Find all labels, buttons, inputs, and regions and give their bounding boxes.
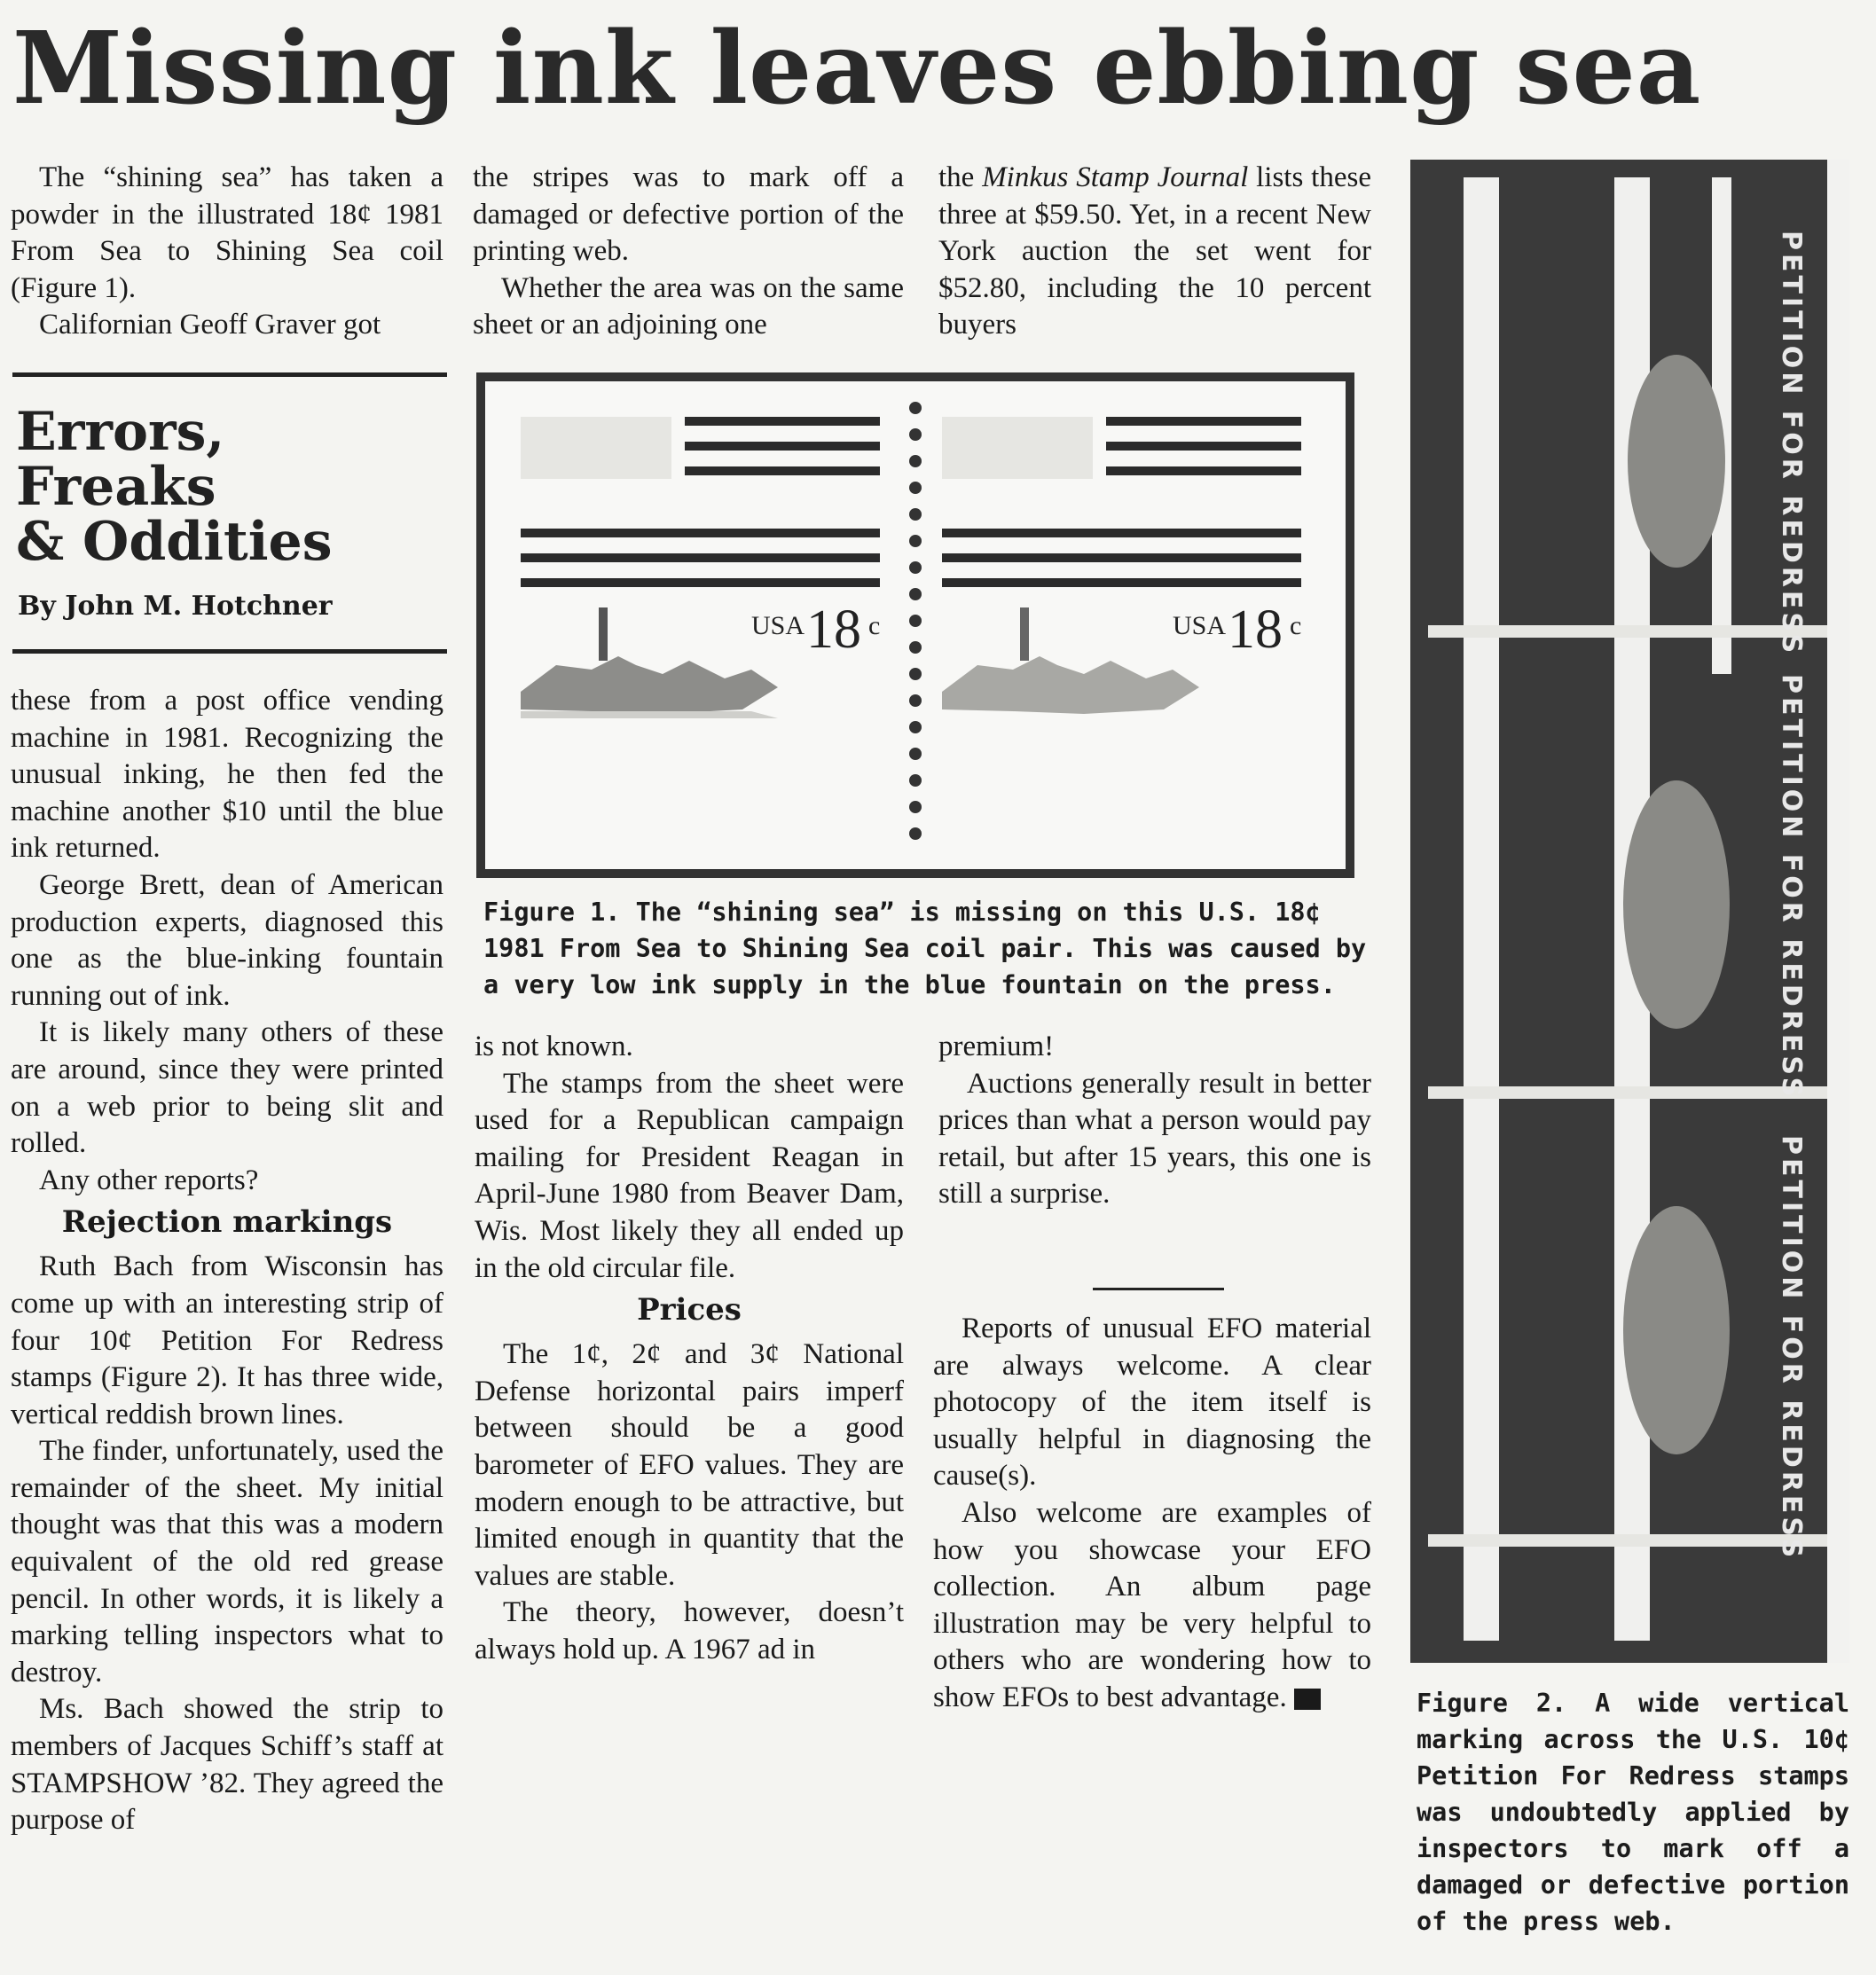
subhead-prices: Prices <box>637 1292 742 1328</box>
stamp-text: PETITION FOR REDRESS <box>1776 231 1807 657</box>
stamp-value: 18 <box>1228 600 1283 660</box>
col3-bottom-text <box>938 1029 1371 1213</box>
end-of-article-mark <box>1294 1689 1321 1710</box>
col3-top-text <box>938 160 1371 344</box>
text-run: lists these three at $59.50. Yet, in a recent New York auction the set went for $52.80, including the 10 percent buyers <box>938 161 1371 341</box>
paragraph: premium! <box>938 1031 1055 1062</box>
headline: Missing ink leaves ebbing sea <box>12 11 1702 127</box>
paragraph: these from a post office vending machine in 1981. Recognizing the unusual inking, he then fed the machine another $10 until the blue ink returned. <box>11 685 443 865</box>
figure-2-stamp-strip <box>1410 160 1849 1663</box>
left-stamp <box>521 417 880 718</box>
text-run: the <box>938 161 983 193</box>
stamp-text: PETITION FOR REDRESS <box>1776 1135 1807 1562</box>
right-stamp <box>942 417 1301 714</box>
figure-1-caption: Figure 1. The “shining sea” is missing on this U.S. 18¢ 1981 From Sea to Shining Sea coil pair. This was caused by a very low ink supply in the blue fountain on the press. <box>483 897 1367 999</box>
paragraph: Reports of unusual EFO material are always welcome. A clear photocopy of the item itself is usually helpful in diagnosing the cause(s). <box>933 1313 1371 1493</box>
column-header-rule-top <box>12 372 447 377</box>
text-run: Also welcome are examples of how you showcase your EFO collection. An album page illustration may be very helpful to others who are wondering how to show EFOs to best advantage. <box>933 1496 1371 1713</box>
paragraph: Californian Geoff Graver got <box>39 309 381 341</box>
paragraph: The stamps from the sheet were used for a Republican campaign mailing for President Reagan in April-June 1980 from Beaver Dam, Wis. Most likely they all ended up in the old circular file. <box>475 1067 904 1284</box>
column-title: Errors, Freaks & Oddities <box>16 401 333 573</box>
col2-top-text <box>473 160 904 344</box>
paragraph: The theory, however, doesn’t always hold up. A 1967 ad in <box>475 1596 904 1665</box>
coil-pair-illustration <box>485 381 1346 869</box>
col3-reports-text <box>933 1311 1371 1717</box>
paragraph: Auctions generally result in better prices than what a person would pay retail, but after 15 years, this one is still a surprise. <box>938 1067 1371 1211</box>
figure-2-caption: Figure 2. A wide vertical marking across the U.S. 10¢ Petition For Redress stamps was undoubtedly applied by inspectors to mark off a damaged or defective portion of the press web. <box>1417 1689 1849 1936</box>
section-divider <box>1093 1288 1224 1290</box>
col1-top-text <box>11 160 443 344</box>
paragraph <box>933 1495 1371 1717</box>
paragraph: Whether the area was on the same sheet or an adjoining one <box>473 271 904 341</box>
stamp-country: USA <box>1173 611 1227 640</box>
stamp-figures <box>1623 355 1730 1454</box>
stamp-country: USA <box>751 611 805 640</box>
paragraph <box>938 160 1371 344</box>
stamp-text: PETITION FOR REDRESS <box>1776 674 1807 1101</box>
stamp-value: 18 <box>806 600 861 660</box>
stamp-unit: c <box>868 611 881 640</box>
paragraph: is not known. <box>475 1031 633 1062</box>
byline: By John M. Hotchner <box>18 591 333 622</box>
paragraph: George Brett, dean of American production experts, diagnosed this one as the blue-inking fountain running out of ink. <box>11 868 443 1012</box>
paragraph: The 1¢, 2¢ and 3¢ National Defense horizontal pairs imperf between should be a good barometer of EFO values. They are modern enough to be attractive, but limited enough in quantity that the values are stable. <box>475 1338 904 1592</box>
paragraph: The finder, unfortunately, used the remainder of the sheet. My initial thought was that this was a modern equivalent of the old red grease pencil. In other words, it is likely a marking telling inspectors what to destroy. <box>11 1435 443 1689</box>
perforation-edge <box>1827 160 1849 1663</box>
subhead-rejection-markings: Rejection markings <box>61 1204 393 1241</box>
paragraph: Ms. Bach showed the strip to members of Jacques Schiff’s staff at STAMPSHOW ’82. They agreed the purpose of <box>11 1693 443 1837</box>
col2-bottom-text <box>475 1029 904 1669</box>
publication-name: Minkus Stamp Journal <box>982 161 1249 193</box>
perforation-dots <box>909 402 922 840</box>
paragraph: The “shining sea” has taken a powder in the illustrated 18¢ 1981 From Sea to Shining Sea coil (Figure 1). <box>11 161 443 304</box>
stamp-unit: c <box>1290 611 1302 640</box>
paragraph: Any other reports? <box>39 1164 259 1196</box>
petition-for-redress-strip <box>1410 160 1849 1663</box>
paragraph: It is likely many others of these are around, since they were printed on a web prior to being slit and rolled. <box>11 1016 443 1160</box>
figure-1-stamp-pair <box>476 372 1354 878</box>
col1-main-text <box>11 683 443 1839</box>
column-header-rule-bottom <box>12 649 447 654</box>
paragraph: Ruth Bach from Wisconsin has come up with an interesting strip of four 10¢ Petition For Redress stamps (Figure 2). It has three wide, vertical reddish brown lines. <box>11 1250 443 1430</box>
paragraph: the stripes was to mark off a damaged or defective portion of the printing web. <box>473 161 904 268</box>
